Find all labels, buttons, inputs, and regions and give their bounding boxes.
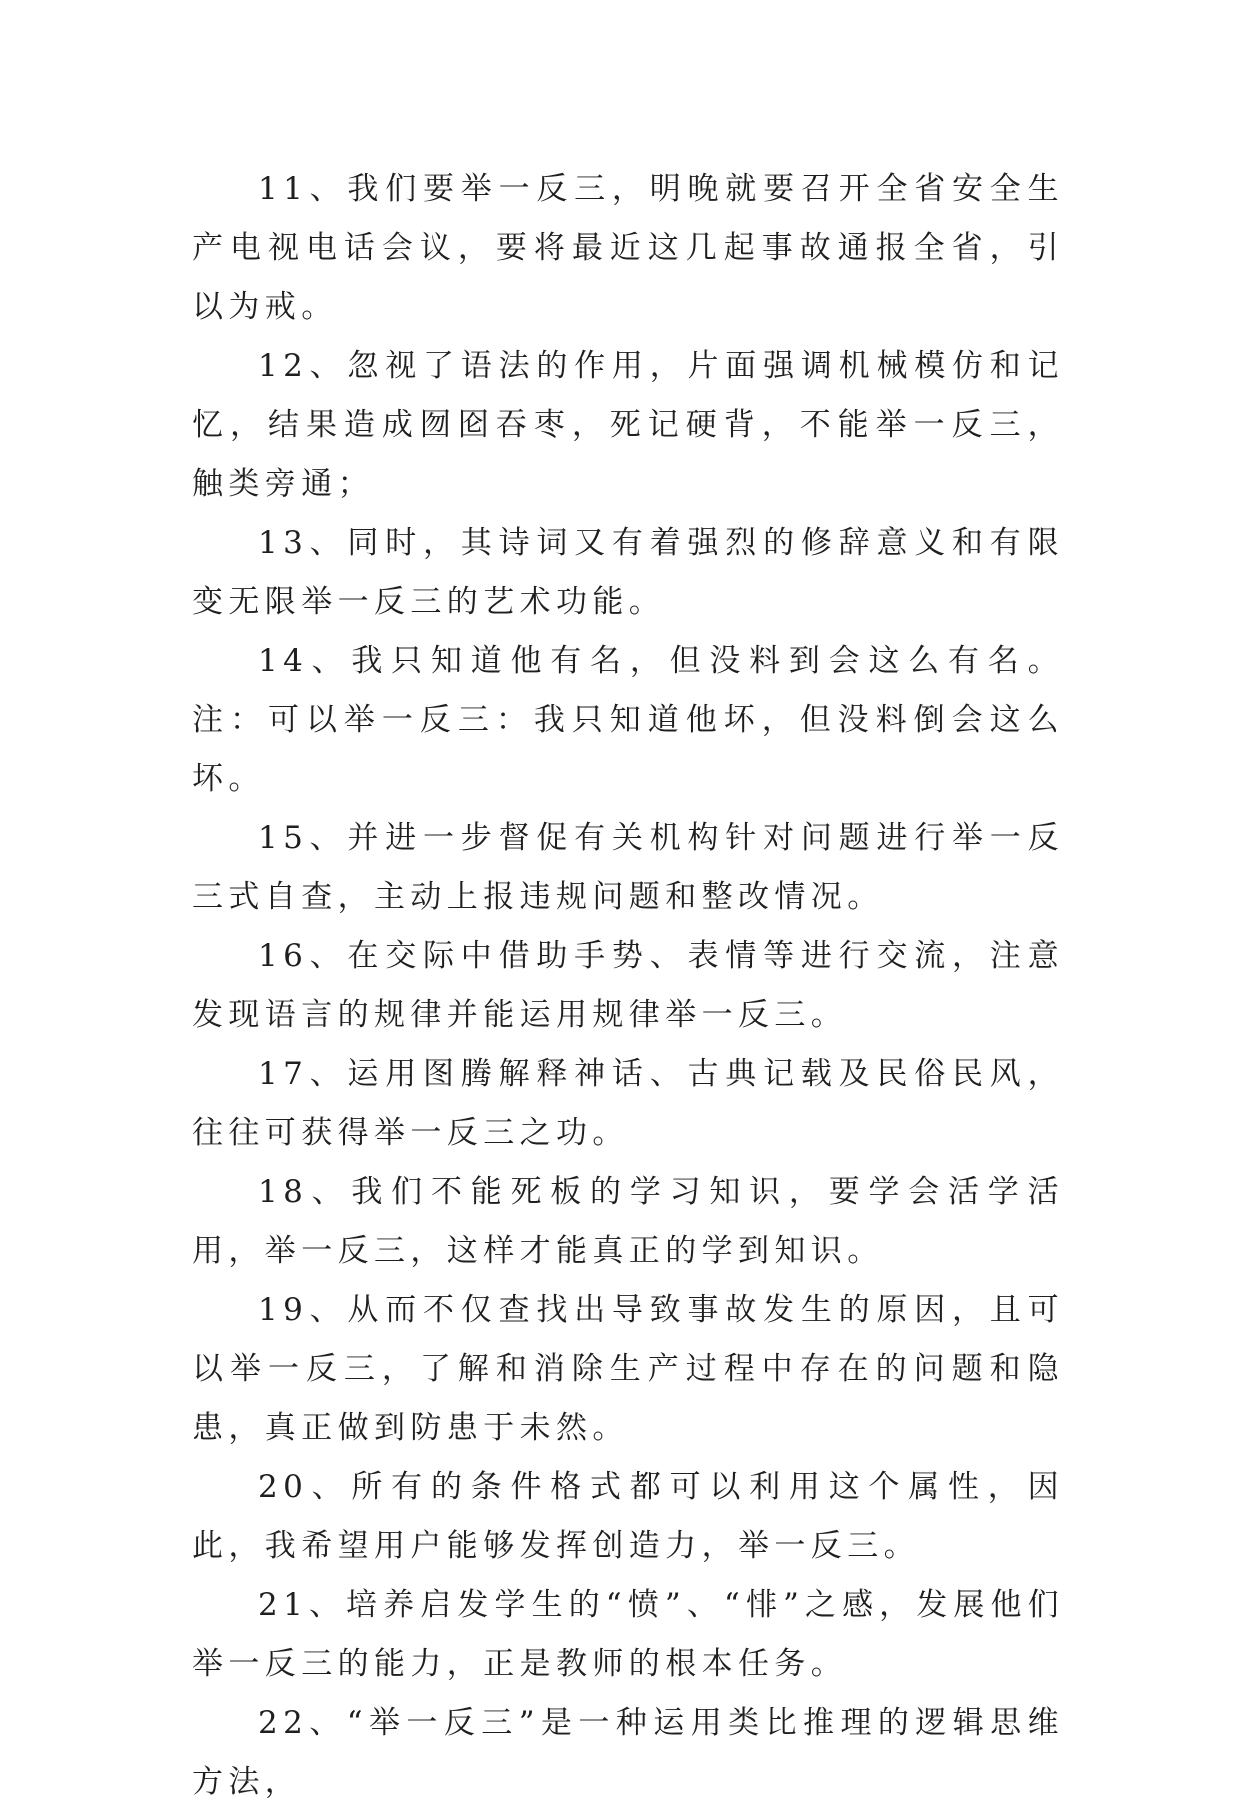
paragraph-17: 17、运用图腾解释神话、古典记载及民俗民风，往往可获得举一反三之功。: [192, 1056, 1064, 1151]
paragraph-14: 14、我只知道他有名，但没料到会这么有名。注：可以举一反三：我只知道他坏，但没料倒会这么坏。: [192, 643, 1064, 797]
paragraph-11: 11、我们要举一反三，明晚就要召开全省安全生产电视电话会议，要将最近这几起事故通报全省，引以为戒。: [192, 171, 1064, 325]
paragraph-15: 15、并进一步督促有关机构针对问题进行举一反三式自查，主动上报违规问题和整改情况。: [192, 820, 1064, 915]
paragraph-13: 13、同时，其诗词又有着强烈的修辞意义和有限变无限举一反三的艺术功能。: [192, 525, 1064, 620]
paragraph-16: 16、在交际中借助手势、表情等进行交流，注意发现语言的规律并能运用规律举一反三。: [192, 938, 1064, 1033]
paragraph-12: 12、忽视了语法的作用，片面强调机械模仿和记忆，结果造成囫囵吞枣，死记硬背，不能举一反三，触类旁通；: [192, 348, 1064, 502]
paragraph-18: 18、我们不能死板的学习知识，要学会活学活用，举一反三，这样才能真正的学到知识。: [192, 1174, 1064, 1269]
document-body: [192, 160, 1064, 1812]
paragraph-22: 22、“举一反三”是一种运用类比推理的逻辑思维方法，: [192, 1705, 1064, 1800]
paragraph-19: 19、从而不仅查找出导致事故发生的原因，且可以举一反三，了解和消除生产过程中存在的问题和隐患，真正做到防患于未然。: [192, 1292, 1064, 1446]
paragraph-21: 21、培养启发学生的“愤”、“悱”之感，发展他们举一反三的能力，正是教师的根本任务。: [192, 1587, 1064, 1682]
paragraph-20: 20、所有的条件格式都可以利用这个属性，因此，我希望用户能够发挥创造力，举一反三。: [192, 1469, 1064, 1564]
